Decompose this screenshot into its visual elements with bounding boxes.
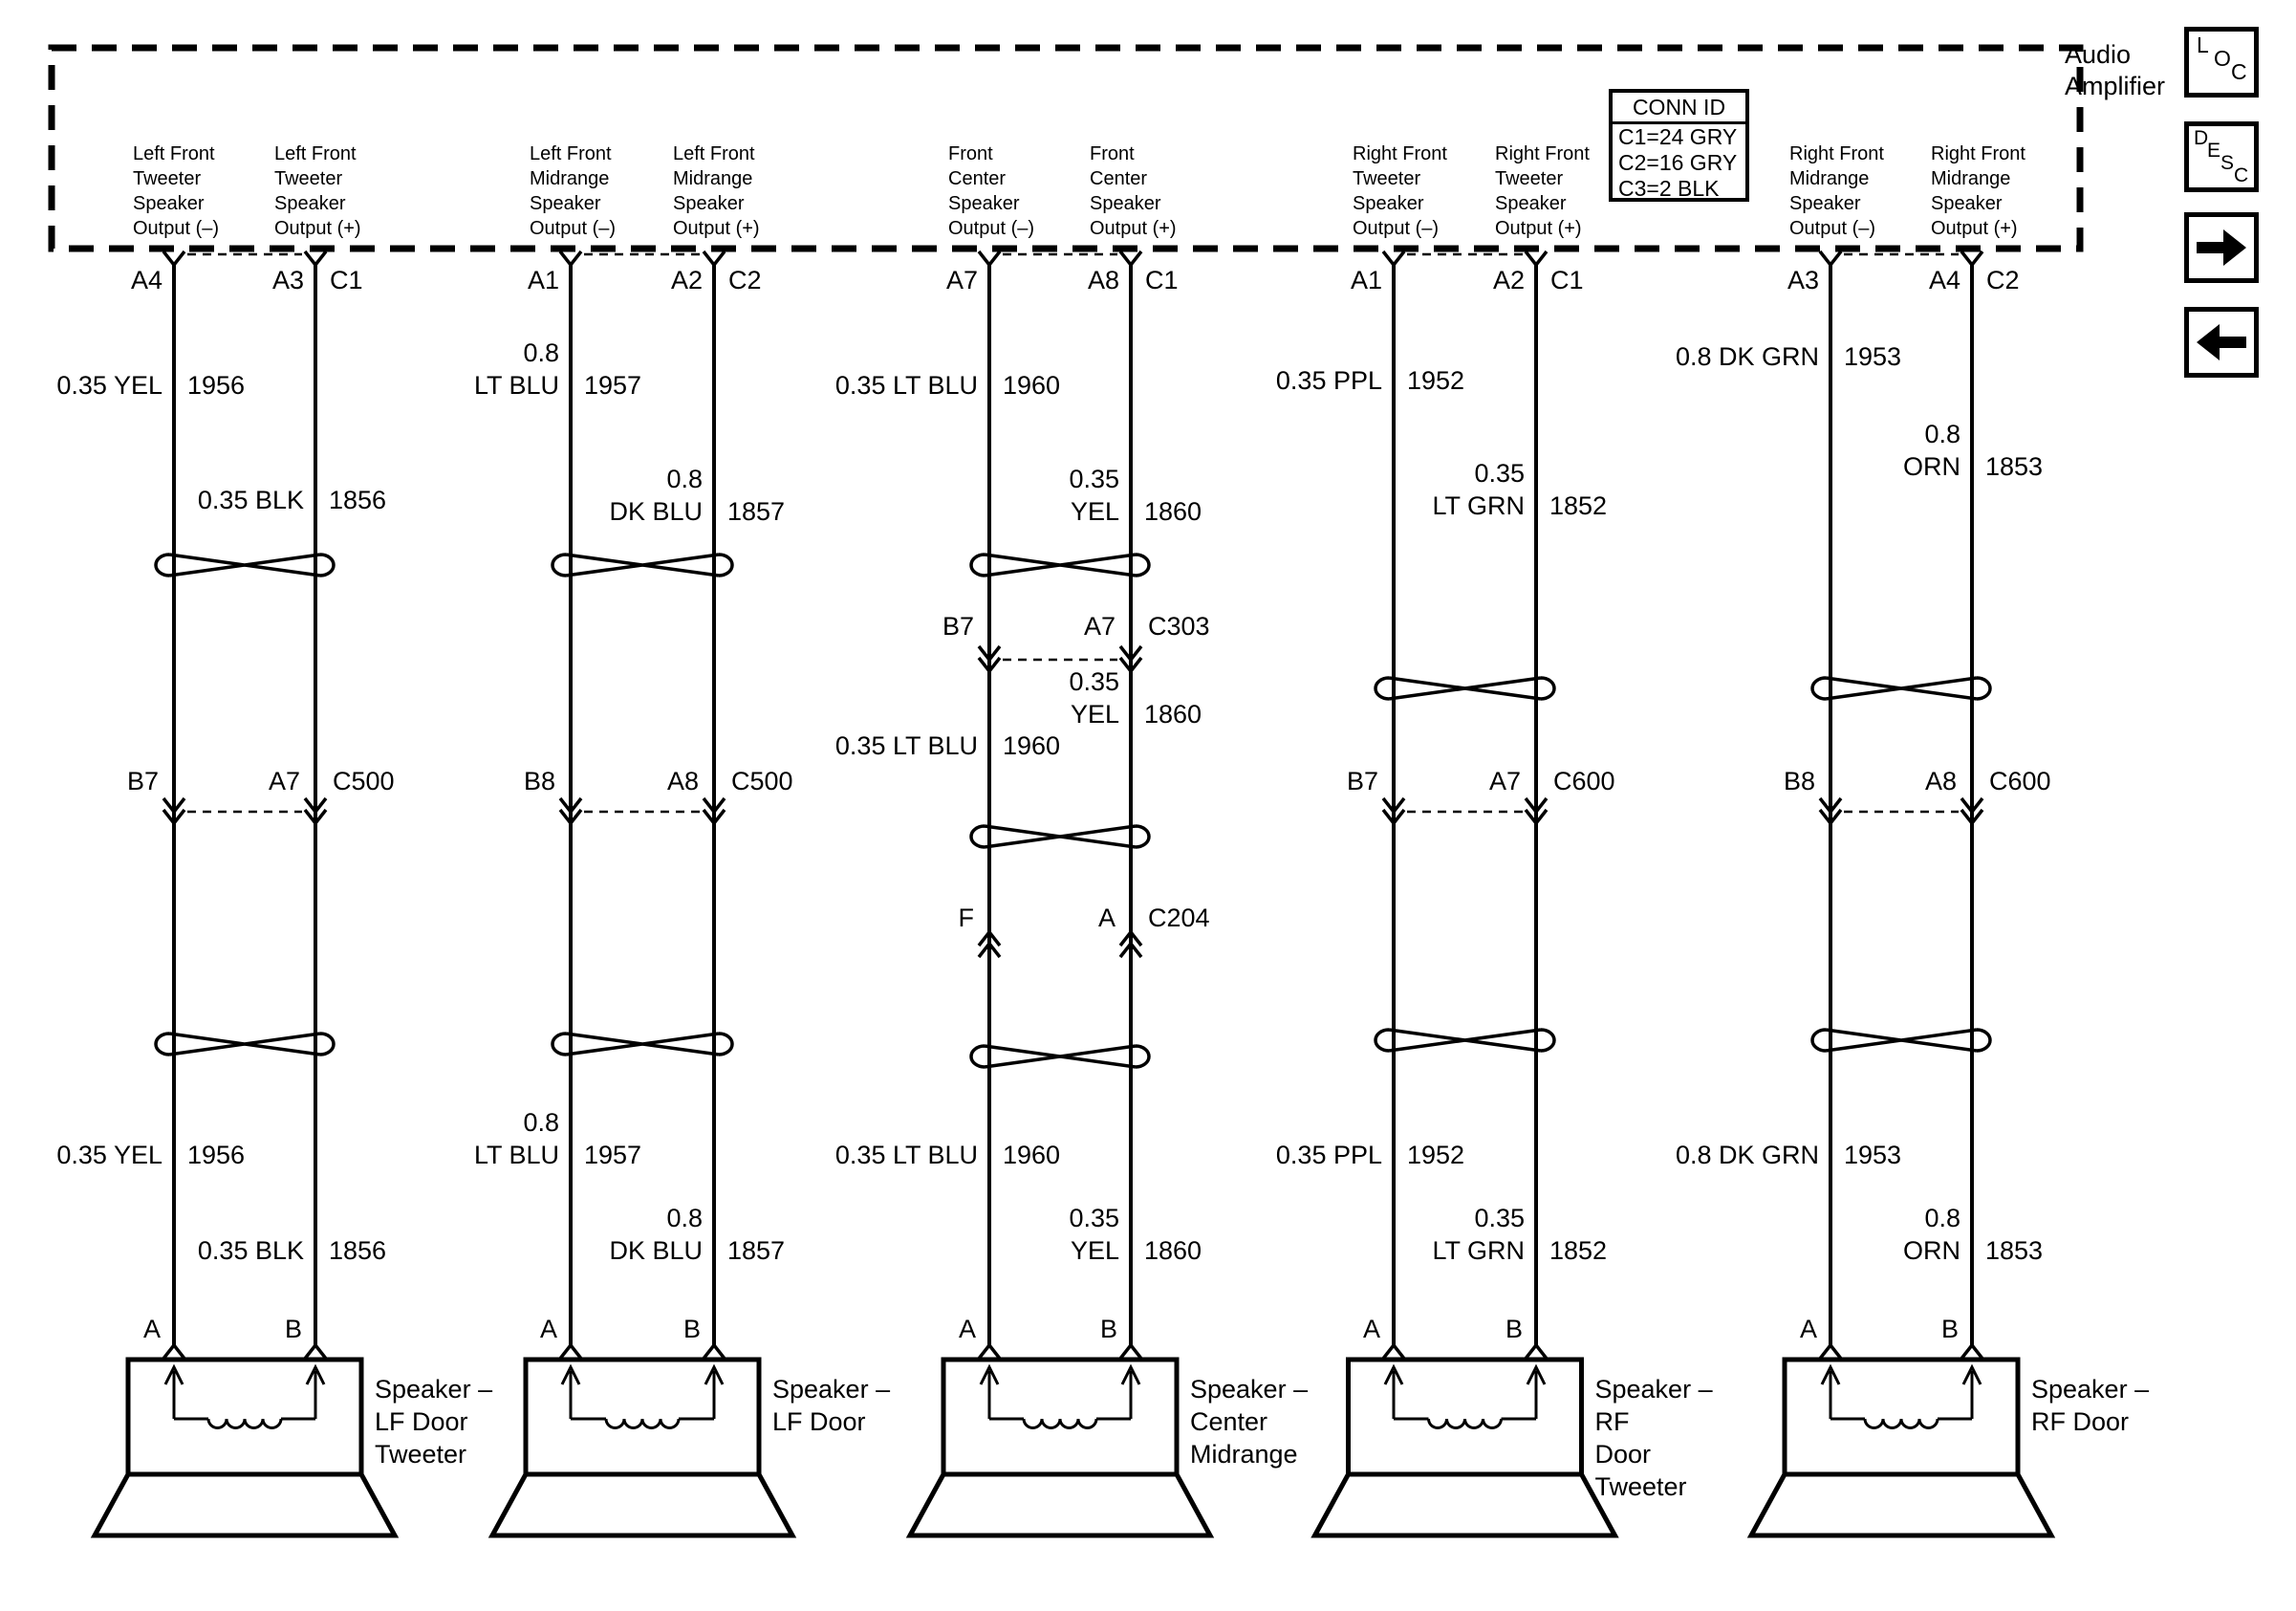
header-label-negative-line: Speaker [133,193,205,214]
wire-color-label-line: 0.35 LT BLU [834,731,978,760]
connector-pin-label-line: A [1097,903,1116,932]
circuit-number-label [329,1234,386,1267]
pin-label-positive-line: A8 [1087,266,1119,294]
wire-color-label [852,463,1119,528]
circuit-number-label [584,1139,641,1171]
circuit-number-label [1144,698,1202,730]
twisted-pair-icon [1375,1030,1554,1051]
speaker-label-line: RF [1594,1407,1630,1436]
connector-id-label [1148,902,1210,934]
speaker-pin-label-line: B [1099,1315,1117,1343]
connector-fork-icon [979,1345,1000,1359]
connector-pin-label-line: A8 [666,767,699,795]
header-label-positive-line: Speaker [1931,193,2003,214]
circuit-number-label-line: 1952 [1407,1141,1465,1169]
connector-pin-label-line: A7 [1083,612,1116,641]
connector-pin-label [848,902,1116,934]
circuit-number-label [584,369,641,402]
header-label-positive [1495,142,1590,241]
speaker-pin-label-line: B [1505,1315,1523,1343]
speaker-coil-icon [208,1419,281,1428]
connector-pin-label-line: A7 [1488,767,1521,795]
header-label-negative [530,142,616,241]
header-label-positive-line: Center [1090,168,1148,189]
header-label-positive-line: Speaker [1495,193,1567,214]
wire-color-label-line: 0.8 [666,465,703,493]
connector-fork-icon [1120,251,1141,265]
connector-fork-icon [1961,251,1982,265]
connector-pin-label [32,765,300,797]
speaker-label-line: LF Door [375,1407,468,1436]
circuit-number-label [1985,1234,2043,1267]
header-label-positive [673,142,760,241]
header-label-positive-line: Speaker [673,193,745,214]
connector-fork-icon [560,251,581,265]
circuit-number-label [1844,1139,1901,1171]
circuit-number-label-line: 1860 [1144,1236,1202,1265]
connector-fork-icon [1526,251,1547,265]
btn-desc-letter: D [2194,127,2209,149]
circuit-number-label-line: 1952 [1407,366,1465,395]
speaker-symbol [943,1360,1177,1474]
header-label-positive-line: Output (+) [1931,218,2018,239]
connector-fork-icon [560,1345,581,1359]
connector-pin-label-line: B7 [1346,767,1378,795]
amp-connector-label-line: C1 [1550,266,1584,294]
wire-color-label-line: 0.35 PPL [1275,366,1382,395]
circuit-number-label-line: 1856 [329,486,387,514]
pin-label-negative-line: A1 [527,266,559,294]
header-label-positive-line: Midrange [1931,168,2011,189]
circuit-number-label [1549,490,1607,522]
wire-color-label-line: ORN [1903,452,1960,481]
pin-label-negative-line: A3 [1787,266,1819,294]
circuit-number-label [1144,1234,1202,1267]
circuit-number-label [187,1139,245,1171]
header-label-positive-line: Front [1090,143,1135,164]
speaker-symbol [128,1360,361,1474]
wire-color-label-line: 0.35 [1474,459,1525,488]
pin-label-positive-line: A2 [1492,266,1525,294]
btn-desc-letter: S [2220,152,2235,174]
wire-color-label-line: 0.35 [1069,1204,1119,1232]
speaker-label-line: Center [1190,1407,1268,1436]
twisted-pair-icon [1375,678,1554,699]
header-label-positive-line: Tweeter [1495,168,1564,189]
connector-fork-icon [704,1345,725,1359]
connector-fork-icon [1961,1345,1982,1359]
speaker-pin-label [1255,1313,1523,1345]
header-label-negative-line: Left Front [133,143,215,164]
speaker-label-line: RF Door [2031,1407,2130,1436]
speaker-label-line: Door [1594,1440,1652,1469]
wire-color-label [1551,1139,1819,1171]
wire-color-label-line: 0.8 [523,338,559,367]
pin-label-positive [852,264,1119,296]
speaker-pin-label [1691,1313,1959,1345]
circuit-number-label-line: 1853 [1985,452,2044,481]
header-label-negative-line: Speaker [1353,193,1424,214]
amplifier-title-line: Audio [2065,40,2132,69]
loc-button[interactable] [2184,27,2259,98]
speaker-pin-label-line: A [1362,1315,1380,1343]
wire-color-label-line: LT BLU [473,371,559,400]
header-label-negative-line: Front [948,143,993,164]
connector-fork-icon [1820,1345,1841,1359]
header-label-positive-line: Left Front [274,143,357,164]
header-label-negative-line: Speaker [1789,193,1861,214]
connector-id-label [1148,610,1210,642]
circuit-number-label-line: 1956 [187,1141,246,1169]
header-label-negative-line: Output (–) [1353,218,1440,239]
twisted-pair-icon [552,555,732,576]
circuit-number-label [1144,495,1202,528]
speaker-cone [95,1474,395,1535]
connector-pin-label [848,610,1116,642]
wire-color-label [292,1106,559,1171]
wire-color-label-line: DK BLU [609,1236,703,1265]
conn-id-row: C3=2 BLK [1618,176,1720,201]
wire-color-label-line: 0.35 [1474,1204,1525,1232]
header-label-positive [1090,142,1177,241]
wire-color-label [292,337,559,402]
wire-color-label-line: 0.35 BLK [197,1236,304,1265]
header-label-positive-line: Speaker [274,193,346,214]
header-label-positive-line: Output (+) [1495,218,1582,239]
connector-id-label-line: C303 [1148,612,1210,641]
speaker-symbol [526,1360,759,1474]
btn-desc-letter: C [2234,164,2249,186]
connector-pin-label-line: B8 [1783,767,1815,795]
circuit-number-label-line: 1852 [1549,1236,1608,1265]
connector-id-label-line: C500 [731,767,793,795]
header-label-negative-line: Output (–) [948,218,1035,239]
twisted-pair-icon [971,1046,1149,1067]
pin-label-negative-line: A7 [945,266,978,294]
speaker-label [2031,1373,2149,1438]
wire-color-label [1115,1139,1382,1171]
conn-id-row: C2=16 GRY [1618,150,1738,175]
conn-id-row: C1=24 GRY [1618,124,1738,149]
speaker-pin-label-line: A [958,1315,976,1343]
twisted-pair-icon [156,1034,334,1055]
pin-label-positive-line: A2 [670,266,703,294]
circuit-number-label [1407,364,1464,397]
wire-color-label [1257,457,1525,522]
connector-id-label-line: C600 [1989,767,2051,795]
header-label-negative [133,142,219,241]
circuit-number-label [1844,340,1901,373]
circuit-number-label-line: 1860 [1144,700,1202,729]
speaker-pin-label-line: A [539,1315,557,1343]
circuit-number-label [727,495,785,528]
wire-color-label [1693,418,1960,483]
speaker-label-line: LF Door [772,1407,866,1436]
btn-loc-letter: O [2214,46,2231,71]
speaker-pin-label [433,1313,701,1345]
circuit-number-label [1003,729,1060,762]
wire-color-label [1693,1202,1960,1267]
speaker-label-line: Tweeter [1594,1472,1687,1501]
wire-color-label-line: 0.35 LT BLU [834,1141,978,1169]
header-label-positive-line: Output (+) [274,218,361,239]
header-label-positive-line: Output (+) [1090,218,1177,239]
pin-label-negative-line: A4 [130,266,162,294]
speaker-label-line: Speaker – [1594,1375,1713,1404]
wire-color-label [852,1202,1119,1267]
wire-color-label [710,369,978,402]
header-label-negative-line: Output (–) [133,218,220,239]
pin-label-negative-line: A1 [1350,266,1382,294]
amp-connector-label-line: C2 [1986,266,2020,294]
connector-id-label [1989,765,2051,797]
twisted-pair-icon [156,555,334,576]
header-label-negative-line: Right Front [1353,143,1447,164]
circuit-number-label-line: 1953 [1844,1141,1902,1169]
connector-pin-label [1689,765,1957,797]
wire-color-label-line: LT GRN [1432,1236,1525,1265]
circuit-number-label [187,369,245,402]
connector-pin-label-line: B7 [942,612,974,641]
speaker-pin-label-line: B [1940,1315,1959,1343]
wire-color-label-line: 0.35 LT BLU [834,371,978,400]
connector-pin-label-line: A7 [268,767,300,795]
amp-connector-label-line: C1 [330,266,363,294]
wire-color-label-line: LT GRN [1432,491,1525,520]
speaker-pin-label-line: A [1799,1315,1817,1343]
speaker-pin-label [34,1313,302,1345]
circuit-number-label-line: 1960 [1003,1141,1061,1169]
speaker-label-line: Speaker – [375,1375,493,1404]
speaker-label [1190,1373,1308,1470]
header-label-negative-line: Tweeter [1353,168,1421,189]
header-label-positive-line: Right Front [1931,143,2025,164]
wire-color-label [435,1202,703,1267]
right-arrow-icon [2189,217,2254,278]
wire-color-label-line: 0.35 YEL [56,1141,162,1169]
speaker-label [772,1373,890,1438]
speaker-cone [1751,1474,2051,1535]
speaker-symbol [1349,1360,1582,1474]
connector-id-label [731,765,793,797]
speaker-cone [492,1474,792,1535]
connector-pin-label-line: B7 [126,767,159,795]
prev-page-button[interactable] [2184,307,2259,378]
speaker-cone [910,1474,1210,1535]
speaker-label-line: Speaker – [772,1375,891,1404]
wire-color-label-line: LT BLU [473,1141,559,1169]
connector-pin-label-line: F [958,903,974,932]
desc-button[interactable] [2184,121,2259,192]
connector-fork-icon [1383,1345,1404,1359]
circuit-number-label-line: 1853 [1985,1236,2044,1265]
wire-color-label-line: 0.8 DK GRN [1675,342,1819,371]
connector-id-label-line: C500 [333,767,395,795]
wire-color-label [710,1139,978,1171]
circuit-number-label [1985,450,2043,483]
speaker-label-line: Tweeter [375,1440,467,1469]
btn-loc-letter: L [2197,33,2209,57]
speaker-pin-label [850,1313,1117,1345]
amplifier-title-line: Amplifier [2065,72,2166,100]
connector-fork-icon [1526,1345,1547,1359]
header-label-positive-line: Output (+) [673,218,760,239]
wire-color-label [710,729,978,762]
circuit-number-label-line: 1960 [1003,371,1061,400]
amp-connector-label-line: C2 [728,266,762,294]
circuit-number-label [727,1234,785,1267]
wire-color-label [1257,1202,1525,1267]
wire-color-label-line: 0.35 YEL [56,371,162,400]
circuit-number-label-line: 1956 [187,371,246,400]
next-page-button[interactable] [2184,212,2259,283]
left-arrow-icon [2189,312,2254,373]
header-label-negative-line: Speaker [948,193,1020,214]
wire-color-label-line: 0.8 [666,1204,703,1232]
speaker-cone [1315,1474,1615,1535]
circuit-number-label-line: 1857 [727,1236,786,1265]
circuit-number-label [1407,1139,1464,1171]
header-label-negative [948,142,1034,241]
header-label-negative-line: Center [948,168,1007,189]
circuit-number-label [1003,1139,1060,1171]
connector-fork-icon [163,251,184,265]
speaker-pin-label-line: A [142,1315,161,1343]
speaker-symbol [1785,1360,2018,1474]
wire-color-label [36,484,304,516]
circuit-number-label-line: 1957 [584,371,642,400]
header-label-negative [1789,142,1884,241]
speaker-label [375,1373,492,1470]
header-label-negative-line: Left Front [530,143,612,164]
wire-color-label [435,463,703,528]
header-label-positive-line: Speaker [1090,193,1161,214]
pin-label-positive-line: A3 [271,266,304,294]
connector-id-label-line: C204 [1148,903,1210,932]
header-label-negative-line: Output (–) [530,218,617,239]
speaker-label-line: Speaker – [2031,1375,2150,1404]
wire-color-label-line: YEL [1070,1236,1119,1265]
header-label-negative [1353,142,1447,241]
circuit-number-label-line: 1953 [1844,342,1902,371]
speaker-pin-label-line: B [682,1315,701,1343]
circuit-number-label-line: 1960 [1003,731,1061,760]
speaker-label [1595,1373,1713,1503]
twisted-pair-icon [1812,1030,1990,1051]
btn-desc-letter: E [2207,140,2221,162]
pin-label-positive [1257,264,1525,296]
connector-pin-label-line: A8 [1924,767,1957,795]
wire-color-label-line: DK BLU [609,497,703,526]
circuit-number-label [1549,1234,1607,1267]
wire-color-label [0,369,162,402]
connector-fork-icon [1820,251,1841,265]
speaker-coil-icon [1429,1419,1502,1428]
wire-color-label [1551,340,1819,373]
connector-fork-icon [1120,1345,1141,1359]
connector-id-label-line: C600 [1553,767,1615,795]
header-label-positive-line: Midrange [673,168,753,189]
wire-color-label-line: YEL [1070,700,1119,729]
speaker-pin-label-line: B [284,1315,302,1343]
wire-color-label-line: YEL [1070,497,1119,526]
pin-label-positive [435,264,703,296]
wire-color-label [852,665,1119,730]
wire-color-label [0,1139,162,1171]
speaker-label-line: Speaker – [1190,1375,1309,1404]
connector-fork-icon [305,1345,326,1359]
pin-label-positive [1693,264,1960,296]
connector-fork-icon [163,1345,184,1359]
header-label-negative-line: Output (–) [1789,218,1876,239]
amp-connector-label-line: C1 [1145,266,1179,294]
circuit-number-label-line: 1860 [1144,497,1202,526]
wire-color-label-line: 0.8 [1924,420,1960,448]
twisted-pair-icon [552,1034,732,1055]
circuit-number-label-line: 1852 [1549,491,1608,520]
pin-label-positive [36,264,304,296]
circuit-number-label [329,484,386,516]
connector-pin-label-line: B8 [523,767,555,795]
wire-color-label-line: 0.8 [523,1108,559,1137]
amplifier-title [2065,39,2165,102]
speaker-coil-icon [1024,1419,1096,1428]
header-label-positive-line: Right Front [1495,143,1590,164]
twisted-pair-icon [1812,678,1990,699]
header-label-positive [274,142,361,241]
header-label-positive-line: Left Front [673,143,755,164]
connector-fork-icon [305,251,326,265]
speaker-label-line: Midrange [1190,1440,1298,1469]
wire-color-label-line: 0.8 [1924,1204,1960,1232]
speaker-coil-icon [1865,1419,1938,1428]
header-label-negative-line: Midrange [1789,168,1870,189]
speaker-coil-icon [606,1419,679,1428]
header-label-negative-line: Tweeter [133,168,202,189]
conn-id-box [1609,89,1749,202]
wire-color-label [36,1234,304,1267]
connector-fork-icon [1383,251,1404,265]
connector-fork-icon [704,251,725,265]
btn-loc-letter: C [2231,59,2247,84]
header-label-negative-line: Speaker [530,193,601,214]
connector-fork-icon [979,251,1000,265]
connector-pin-label [431,765,699,797]
circuit-number-label-line: 1857 [727,497,786,526]
connector-pin-label [1253,765,1521,797]
wire-color-label-line: 0.35 PPL [1275,1141,1382,1169]
wire-color-label-line: 0.8 DK GRN [1675,1141,1819,1169]
wire-color-label-line: 0.35 [1069,465,1119,493]
twisted-pair-icon [971,555,1149,576]
twisted-pair-icon [971,826,1149,847]
header-label-positive-line: Tweeter [274,168,343,189]
header-label-positive [1931,142,2025,241]
header-label-negative-line: Midrange [530,168,610,189]
circuit-number-label-line: 1957 [584,1141,642,1169]
wire-color-label-line: 0.35 [1069,667,1119,696]
conn-id-title: CONN ID [1613,93,1745,124]
wire-color-label-line: ORN [1903,1236,1960,1265]
circuit-number-label-line: 1856 [329,1236,387,1265]
wire-color-label-line: 0.35 BLK [197,486,304,514]
amp-connector-label [1986,264,2020,296]
pin-label-positive-line: A4 [1928,266,1960,294]
circuit-number-label [1003,369,1060,402]
header-label-negative-line: Right Front [1789,143,1884,164]
wire-color-label [1115,364,1382,397]
